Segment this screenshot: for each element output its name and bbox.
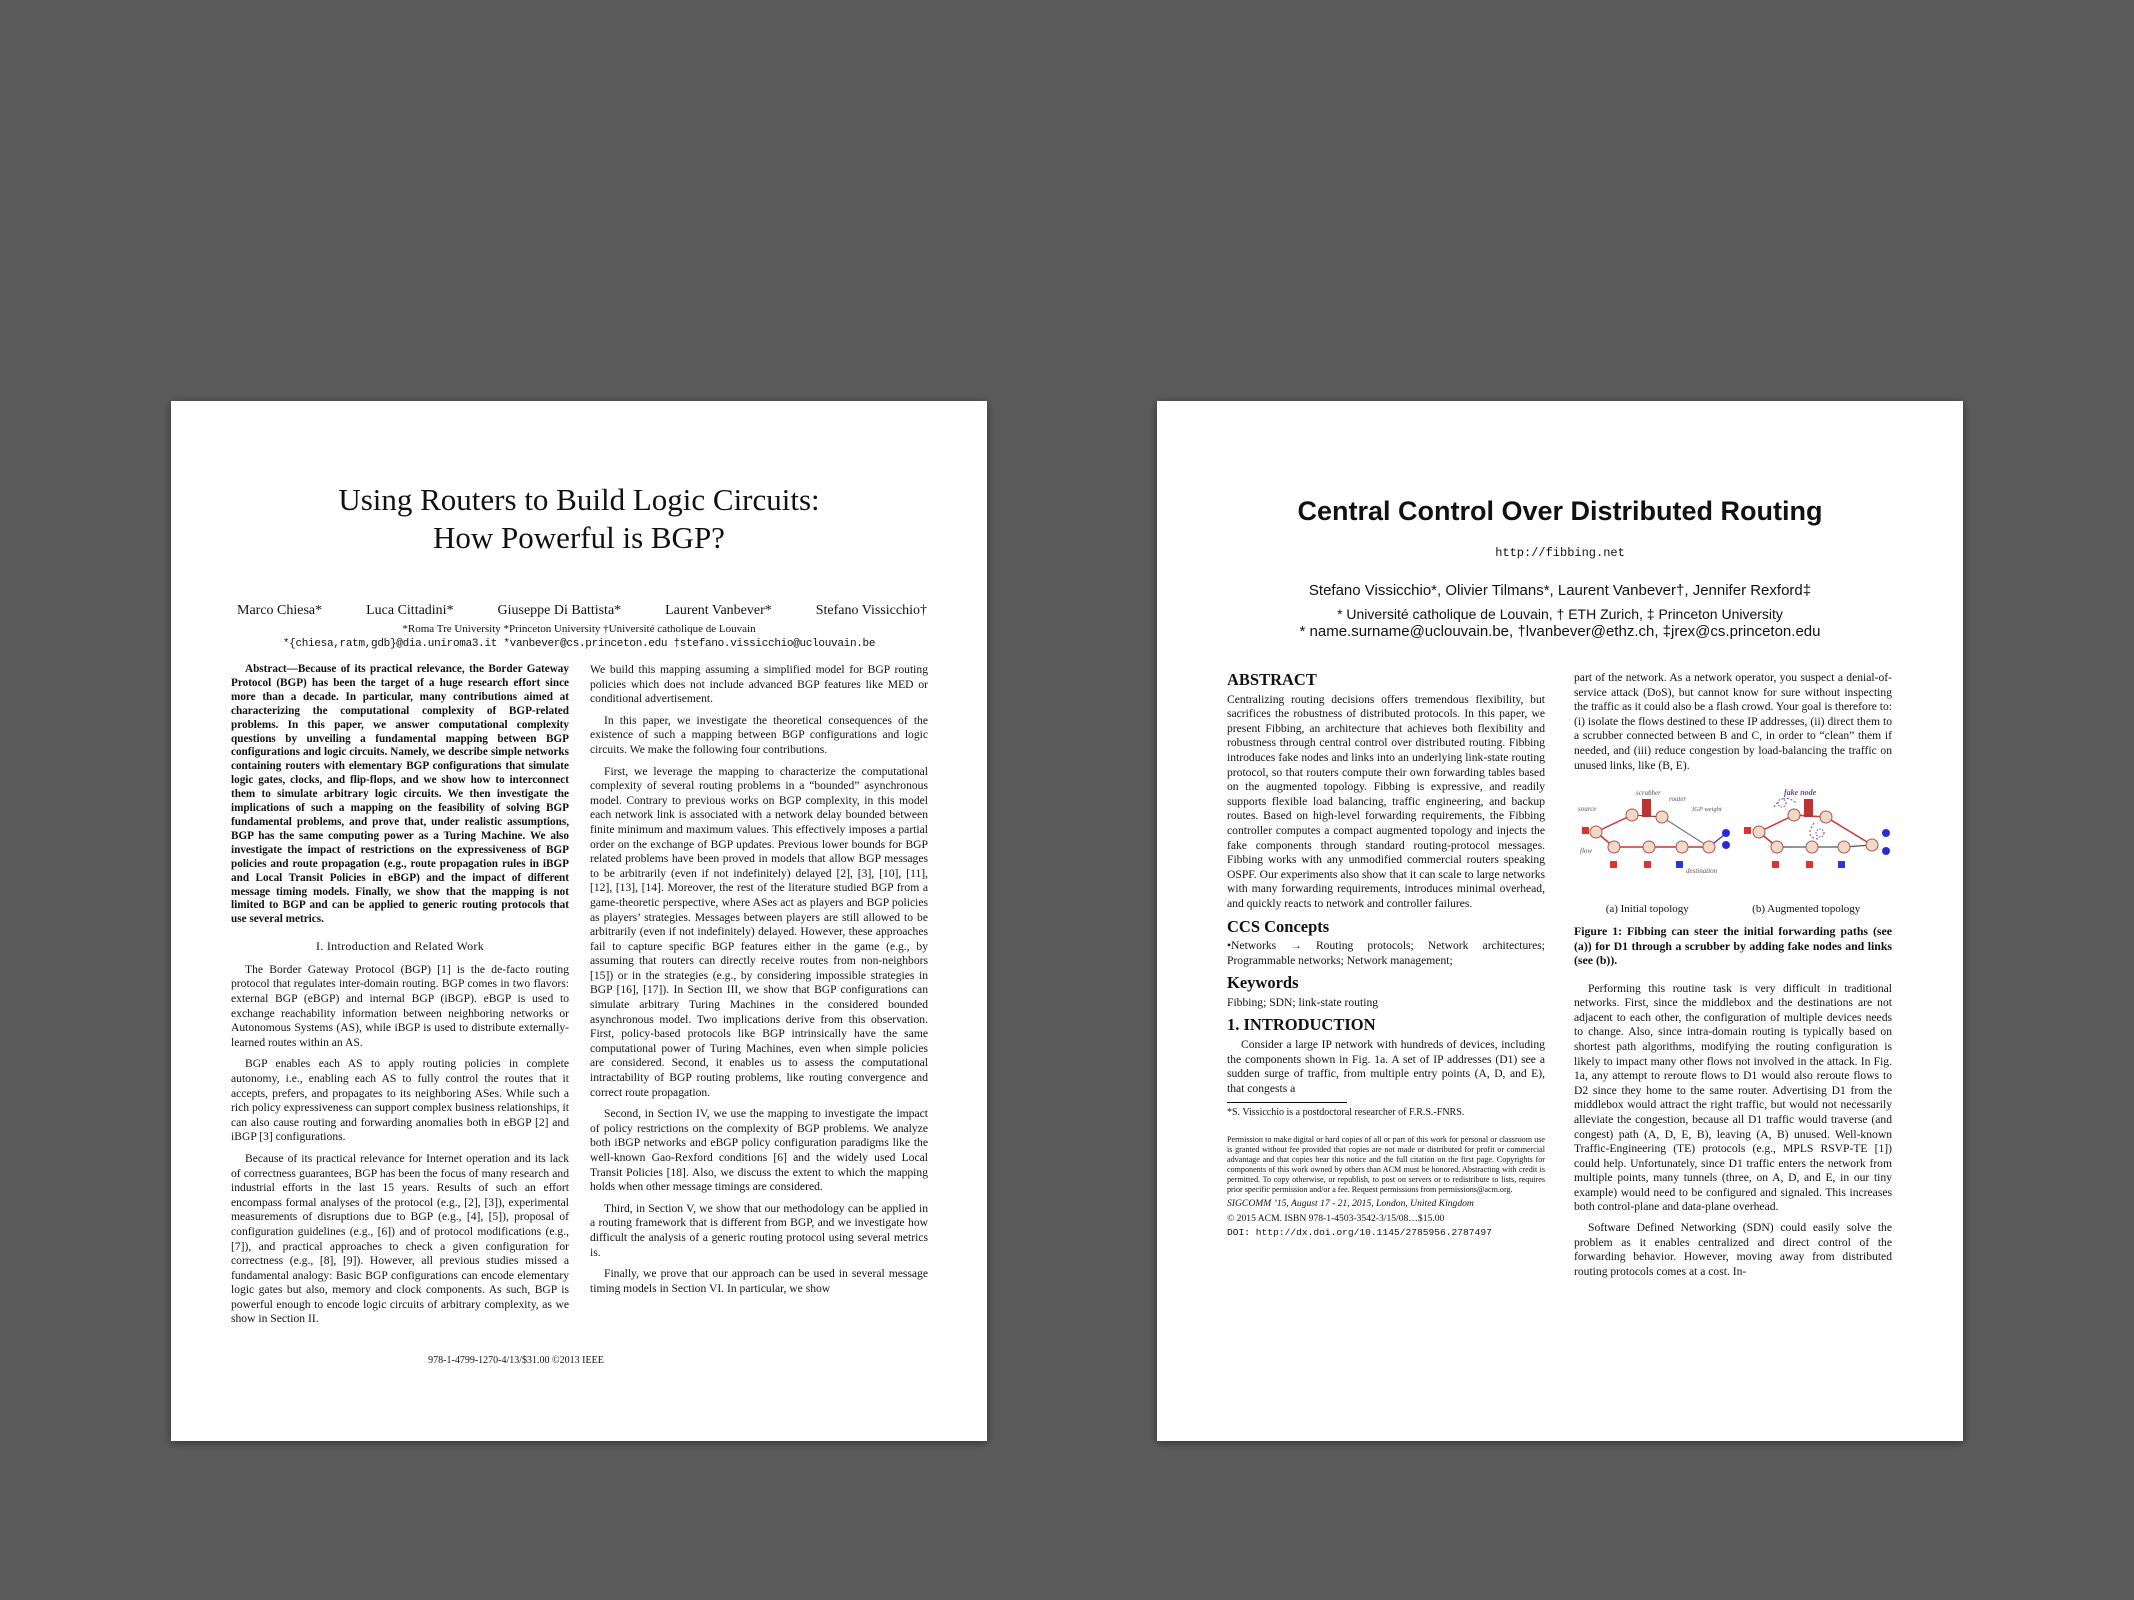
footnote-rule <box>1227 1102 1347 1103</box>
paper-page-2 <box>1157 401 1963 1441</box>
paper2-abstract: Centralizing routing decisions offers tremendous flexibility, but sacrifices the robustness of distributed protocols. In this paper, we present Fibbing, an architecture that achieves both flexibility and robustness through central control over distributed routing. Fibbing introduces fake nodes and links into an underlying link-state routing protocol, so that routers compute their own forwarding tables based on the augmented topology. Fibbing is expressive, and readily supports flexible load balancing, traffic engineering, and backup routes. Based on high-level forwarding requirements, the Fibbing controller computes a compact augmented topology and injects the fake components through standard routing-protocol messages. Fibbing works with any unmodified commercial routers speaking OSPF. Our experiments also show that it can scale to large networks with many forwarding requirements, introduces minimal overhead, and quickly reacts to network and controller failures. <box>1227 692 1545 910</box>
conference-line: SIGCOMM ’15, August 17 - 21, 2015, London, United Kingdom <box>1227 1198 1474 1210</box>
paper1-abstract: Abstract—Because of its practical relevance, the Border Gateway Protocol (BGP) has been the target of a huge research effort since more than a decade. In particular, many contributions aimed at characterizing the computational complexity of BGP-related problems. In this paper, we answer computational complexity questions by unveiling a fundamental mapping between BGP configurations and logic circuits. Namely, we describe simple networks containing routers with elementary BGP configurations that simulate logic gates, clocks, and flip-flops, and we show how to interconnect them to simulate arbitrary logic circuits. We then investigate the implications of such a mapping on the feasibility of solving BGP fundamental problems, and prove that, under realistic assumptions, BGP has the same computing power as a Turing Machine. We also investigate the impact of restrictions on the expressiveness of BGP policies and route propagation (e.g., route propagation rules in iBGP and Local Transit Policies in eBGP) and the impact of different message timing models. Finally, we show that the mapping is not limited to BGP and can be applied to generic routing protocols that use several metrics. <box>231 663 569 926</box>
author: Marco Chiesa* <box>237 603 323 618</box>
router-label: router <box>1669 795 1687 804</box>
subcaption-b: (b) Augmented topology <box>1752 902 1861 915</box>
paper2-emails: * name.surname@uclouvain.be, †lvanbever@ethz.ch, ‡jrex@cs.princeton.edu <box>1299 623 1821 640</box>
paper2-url: http://fibbing.net <box>1495 546 1625 560</box>
paragraph: Performing this routine task is very difficult in traditional networks. First, since the middlebox and the destinations are not adjacent to each other, the configuration of multiple devices needs to change. Also, since intra-domain routing is typically based on shortest path algorithms, modifying the routing configuration is likely to impact many other flows not involved in the attack. In Fig. 1a, any attempt to reroute flows to D1 would also reroute flows to D2 since they home to the same router. Advertising D1 from the middlebox would attract the right traffic, but would not necessarily alleviate the congestion, because all D1 traffic would traverse (and congest) path (A, D, E, B), leaving (A, B) unused. Well-known Traffic-Engineering (TE) protocols (e.g., MPLS RSVP-TE [1]) could help. Unfortunately, since D1 traffic enters the network from multiple points, many tunnels (three, on A, D, and E, in our tiny example) would need to be configured and signaled. This increases both control-plane and data-plane overhead. <box>1574 981 1892 1214</box>
paragraph: First, we leverage the mapping to characterize the computational complexity of several routing problems in a “bounded” asynchronous model. Contrary to previous works on BGP complexity, in this model each network link is associated with a network delay bounded between finite minimum and maximum values. This effectively imposes a partial order on the exchange of BGP updates. Previous lower bounds for BGP related problems have been proved in models that allow BGP messages to be arbitrarily (even if not indefinitely) delayed [2], [3], [10], [11], [12], [13], [14]. Moreover, the rest of the literature studied BGP from a game-theoretic perspective, where ASes act as players and BGP policies as players’ strategies. Messages between players are still allowed to be arbitrarily (even if not indefinitely) delayed. However, these approaches fail to capture specific BGP features either in the game (e.g., by assuming that routers can directly receive routes from non-neighbors [15]) or in the strategies (e.g., by considering impossible strategies in BGP [16], [17]). In Section III, we show that BGP configurations can simulate arbitrary Turing Machines in the considered bounded asynchronous model. Two implications derive from this observation. First, policy-based protocols like BGP intrinsically have the same computational power of Turing Machines, even when simple policies are considered. Second, it enables us to assess the computational intractability of BGP routing problems, like routing convergence and correct route propagation. <box>590 764 928 1099</box>
igp-weight-label: IGP weight <box>1692 806 1722 814</box>
copyright-line: © 2015 ACM. ISBN 978-1-4503-3542-3/15/08…$15.00 <box>1227 1212 1445 1224</box>
abstract-heading: ABSTRACT <box>1227 670 1317 689</box>
augmented-topology-graph <box>1744 788 1890 868</box>
intro-heading: 1. INTRODUCTION <box>1227 1015 1376 1035</box>
paragraph: Finally, we prove that our approach can be used in several message timing models in Section VI. In particular, we show <box>590 1267 928 1295</box>
scrubber-icon <box>1642 799 1651 817</box>
doi-line: DOI: http://dx.doi.org/10.1145/2785956.2787497 <box>1227 1227 1492 1239</box>
paper1-emails: *{chiesa,ratm,gdb}@dia.uniroma3.it *vanbever@cs.princeton.edu †stefano.vissicchio@uclouvain.be <box>282 638 876 650</box>
paper1-affiliations: *Roma Tre University *Princeton University †Université catholique de Louvain <box>402 623 756 635</box>
permission-notice: Permission to make digital or hard copies of all or part of this work for personal or classroom use is granted without fee provided that copies are not made or distributed for profit or commercial advantage and that copies bear this notice and the full citation on the first page. Copyrights for components of this work owned by others than ACM must be honored. Abstracting with credit is permitted. To copy otherwise, or republish, to post on servers or to redistribute to lists, requires prior specific permission and/or a fee. Request permissions from permissions@acm.org. <box>1227 1135 1545 1195</box>
paper1-authors <box>237 603 927 619</box>
figure-caption: Figure 1: Fibbing can steer the initial forwarding paths (see (a)) for D1 through a scrubber by adding fake nodes and links (see (b)). <box>1574 924 1892 968</box>
paragraph: Second, in Section IV, we use the mapping to investigate the impact of policy restrictions on the complexity of BGP problems. We analyze both iBGP networks and eBGP policy configuration paradigms like the well-known Gao-Rexford conditions [6] and the widely used Local Transit Policies [18]. Also, we discuss the extent to which the mapping holds when other message timings are considered. <box>590 1107 928 1194</box>
paragraph: part of the network. As a network operator, you suspect a denial-of-service attack (DoS), but cannot know for sure without inspecting the traffic as it could also be a flash crowd. Your goal is therefore to: (i) isolate the flows destined to these IP addresses, (ii) direct them to a scrubber connected between B and C, in order to “clean” them if needed, and (iii) reduce congestion by load-balancing the traffic on unused links, like (B, E). <box>1574 671 1892 772</box>
paragraph: Software Defined Networking (SDN) could easily solve the problem as it enables centralized and direct control of the forwarding behavior. However, moving away from distributed routing protocols comes at a cost. In- <box>1574 1221 1892 1278</box>
paper2-affiliations: * Université catholique de Louvain, † ETH Zurich, ‡ Princeton University <box>1337 606 1783 622</box>
ccs-heading: CCS Concepts <box>1227 916 1330 936</box>
paper2-column-left <box>1227 671 1545 1241</box>
ccs-text: •Networks → Routing protocols; Network architectures; Programmable networks; Network management; <box>1227 939 1545 967</box>
paper2-authors: Stefano Vissicchio*, Olivier Tilmans*, Laurent Vanbever†, Jennifer Rexford‡ <box>1308 582 1812 599</box>
paper1-copyright-footer: 978-1-4799-1270-4/13/$31.00 ©2013 IEEE <box>428 1355 604 1366</box>
paper1-section-heading: I. Introduction and Related Work <box>315 939 485 954</box>
author: Giuseppe Di Battista* <box>497 603 622 618</box>
intro-paragraph: Consider a large IP network with hundreds of devices, including the components shown in Fig. 1a. A set of IP addresses (D1) see a sudden surge of traffic, from multiple entry points (A, D, and E), that congests a <box>1227 1038 1545 1095</box>
footnote: *S. Vissicchio is a postdoctoral researcher of F.R.S.-FNRS. <box>1227 1107 1465 1119</box>
paragraph: In this paper, we investigate the theoretical consequences of the existence of such a mapping between BGP configurations and logic circuits. We make the following four contributions. <box>590 713 928 756</box>
initial-topology-graph <box>1578 789 1730 875</box>
paper1-column-right <box>590 663 928 1303</box>
figure-subcaptions <box>1574 902 1892 917</box>
source-label: source <box>1578 805 1597 814</box>
paragraph: We build this mapping assuming a simplified model for BGP routing policies which does not include advanced BGP features like MED or conditional advertisement. <box>590 663 928 706</box>
paragraph: BGP enables each AS to apply routing policies in complete autonomy, i.e., enabling each AS to fully control the routes that it accepts, prefers, and propagates to its neighboring ASes. While such a rich policy expressiveness can support complex business relationships, it can also cause routing and forwarding anomalies both in eBGP [2] and iBGP [3] configurations. <box>231 1057 569 1144</box>
paragraph: Because of its practical relevance for Internet operation and its lack of correctness guarantees, BGP has been the focus of many research and industrial efforts in the last 15 years. Results of such an effort encompass formal analyses of the protocol (e.g., [2], [3]), experimental measurements of disruptions due to BGP (e.g., [4], [5]), proposal of configuration guidelines (e.g., [6]) and of protocol modifications (e.g., [7]), and practical approaches to check a given configuration for correctness (e.g., [8], [9]). However, all previous studies missed a fundamental analogy: Basic BGP configurations can encode elementary logic gates but also, memory and clock components. As such, BGP is powerful enough to encode logic circuits of arbitrary complexity, as we show in Section II. <box>231 1151 569 1326</box>
flow-label: flow <box>1580 847 1593 856</box>
paper-page-1 <box>171 401 987 1441</box>
paragraph: The Border Gateway Protocol (BGP) [1] is the de-facto routing protocol that regulates inter-domain routing. BGP comes in two flavors: external BGP (eBGP) and internal BGP (iBGP). eBGP is used to exchange reachability information between neighboring networks or Autonomous Systems (AS), while iBGP is used to distribute externally-learned routes within an AS. <box>231 962 569 1049</box>
figure-1-topology-diagram <box>1574 787 1892 895</box>
paper1-column-left <box>231 663 569 1334</box>
keywords-text: Fibbing; SDN; link-state routing <box>1227 995 1379 1009</box>
subcaption-a: (a) Initial topology <box>1605 902 1689 915</box>
scrubber-label: scrubber <box>1636 789 1661 798</box>
author: Luca Cittadini* <box>366 603 454 618</box>
paper2-column-right <box>1574 671 1892 1285</box>
fake-node-label: fake node <box>1784 788 1817 798</box>
paper1-title: Using Routers to Build Logic Circuits: How Powerful is BGP? <box>338 482 820 555</box>
paper2-title: Central Control Over Distributed Routing <box>1297 496 1823 526</box>
author: Stefano Vissicchio† <box>815 603 927 618</box>
paragraph: Third, in Section V, we show that our methodology can be applied in a routing framework that is different from BGP, and we investigate how difficult the analysis of a generic routing protocol using several metrics is. <box>590 1201 928 1259</box>
destination-label: destination <box>1686 867 1718 876</box>
author: Laurent Vanbever* <box>665 603 772 618</box>
keywords-heading: Keywords <box>1227 973 1299 993</box>
